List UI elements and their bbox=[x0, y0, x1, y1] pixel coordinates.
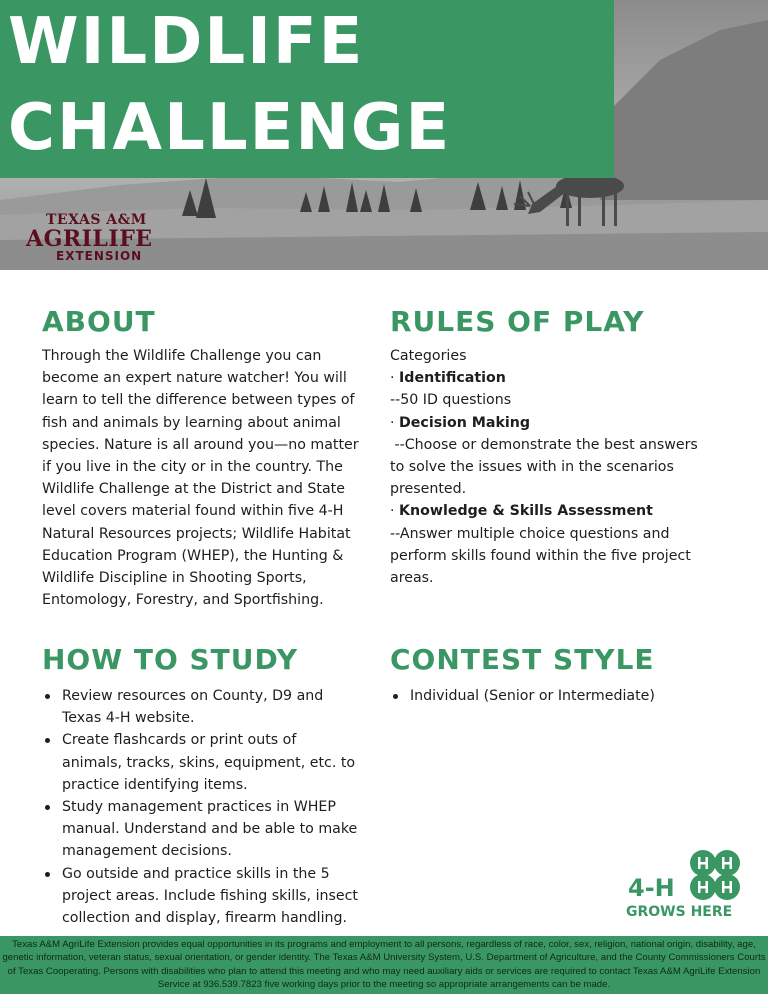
study-heading: HOW TO STUDY bbox=[42, 643, 299, 676]
rule-name: Identification bbox=[399, 370, 506, 387]
page-title-line1: WILDLIFE bbox=[8, 5, 365, 79]
logo-line3: EXTENSION bbox=[56, 249, 143, 263]
logo-line1: TEXAS A&M bbox=[46, 212, 147, 228]
list-item: Individual (Senior or Intermediate) bbox=[390, 685, 710, 707]
badge-grows-here-text: GROWS HERE bbox=[626, 904, 733, 920]
logo-line2: AGRILIFE bbox=[26, 226, 153, 252]
title-banner bbox=[0, 0, 614, 178]
list-item: Create flashcards or print outs of animals, tracks, skins, equipment, etc. to practice identifying items. bbox=[42, 729, 360, 796]
clover-icon bbox=[686, 846, 744, 904]
rule-desc: --Choose or demonstrate the best answers to solve the issues with in the scenarios presented. bbox=[390, 436, 703, 498]
list-item: Study management practices in WHEP manual. Understand and be able to make management decisions. bbox=[42, 796, 360, 863]
page-title-line2: CHALLENGE bbox=[8, 91, 452, 165]
list-item: Review resources on County, D9 and Texas 4-H website. bbox=[42, 685, 360, 729]
rule-item bbox=[390, 367, 712, 389]
rules-categories-label: Categories bbox=[390, 348, 467, 364]
about-paragraph: Through the Wildlife Challenge you can become an expert nature watcher! You will learn to tell the difference between types of fish and animals by learning about animal species. Nature is all around you—no matter if you live in the city or in the country. The Wildlife Challenge at the District and State level covers material found within five 4-H Natural Resources projects; Wildlife Habitat Education Program (WHEP), the Hunting & Wildlife Discipline in Shooting Sports, Entomology, Forestry, and Sportfishing. bbox=[42, 348, 359, 609]
contest-heading: CONTEST STYLE bbox=[390, 643, 655, 676]
list-item: Go outside and practice skills in the 5 project areas. Include fishing skills, insect collection and display, firearm handling. bbox=[42, 863, 360, 930]
study-list bbox=[42, 685, 360, 929]
footer-text: Texas A&M AgriLife Extension provides equal opportunities in its programs and employment to all persons, regardless of race, color, sex, religion, national origin, disability, age, genetic information, veteran status, sexual orientation, or gender identity. The Texas A&M University System, U.S. Department of Agriculture, and the County Commissioners Courts of Texas Cooperating. Persons with disabilities who plan to attend this meeting and who may need auxiliary aids or services are required to contact Texas A&M AgriLife Extension Service at 936.539.7823 five working days prior to the meeting so appropriate arrangements can be made. bbox=[2, 939, 766, 991]
about-heading: ABOUT bbox=[42, 305, 156, 338]
rules-text bbox=[390, 345, 712, 589]
rules-heading: RULES OF PLAY bbox=[390, 305, 645, 338]
agrilife-extension-logo bbox=[26, 212, 166, 264]
rule-name: Decision Making bbox=[399, 414, 531, 431]
rule-desc: --Answer multiple choice questions and perform skills found within the five project areas. bbox=[390, 525, 691, 587]
badge-4h-text: 4-H bbox=[628, 874, 675, 902]
rule-desc: --50 ID questions bbox=[390, 392, 512, 409]
rule-bullet: · bbox=[390, 370, 400, 387]
rule-bullet: · bbox=[390, 414, 400, 431]
contest-list bbox=[390, 685, 710, 707]
footer-disclaimer bbox=[0, 936, 768, 994]
hero-photo bbox=[0, 0, 768, 270]
rule-name: Knowledge & Skills Assessment bbox=[399, 503, 653, 520]
rule-item bbox=[390, 500, 712, 522]
rule-bullet: · bbox=[390, 503, 400, 520]
about-text bbox=[42, 345, 364, 611]
4h-grows-here-logo bbox=[624, 846, 748, 922]
rule-item bbox=[390, 412, 712, 434]
